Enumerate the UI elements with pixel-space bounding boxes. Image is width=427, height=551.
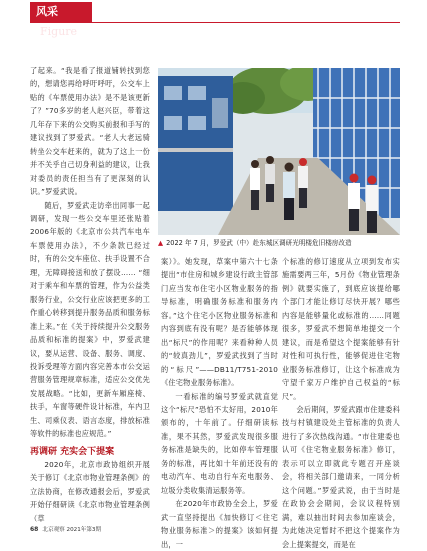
left-paragraph-1: 了起来。“我是看了报道铺转找到您的，想请您再给呼吁呼吁，公交车上贴的《车票使用办法》是不是该更新了？”70多岁的老人赵兴臣，带着这几年存下来的公交购买前报和手写的建议找到了罗爱武。“老人大老远骑转坐公交车赶来的，就为了这上一份并不关乎自己切身利益的建议，让我对委员的责任担当有了更深刻的认识。”罗爱武说。 [30, 66, 150, 197]
middle-paragraph-1: 案）》。她发现，草案中第六十七条提出“市住房和城乡建设行政主管部门应当发布住宅小区物业服务的指导标准，明确服务标准和服务内容。”这个住宅小区物业服务标准和内容到底有没有呢？是否能够体现出“标尺”的作用呢？来看种种人员的“较真劲儿”，罗爱武找到了当时的“标尺”——DB11/T751-2010《住宅物业服务标准》。 [161, 257, 278, 388]
photo-caption-text: 2022 年 7 月，罗爱武（中）赴东城区调研光明楼危旧楼房改造 [166, 239, 352, 247]
section-tag [30, 2, 92, 38]
page-footer [30, 525, 101, 533]
left-column-continued [30, 458, 150, 525]
article-photo [158, 68, 400, 235]
caption-marker-icon: ▲ [158, 239, 164, 247]
page-number: 68 [30, 526, 39, 533]
section-tag-en: Figure [40, 25, 78, 38]
page-header [0, 0, 427, 38]
right-paragraph-2: 会后期间，罗爱武跟市住建委科技与村镇建设处主管标准的负责人进行了多次热线沟通。“市住建委也认可《住宅物业服务标准》修订，表示可以立即就此专题召开座谈会，将相关部门邀请来，一同分析这个问题。”罗爱武说，由于当时是在政协会会期间，会议议程特别满，难以抽出时间去参加座谈会，为此她决定暂时不把这个提案作为会上提案提交，而是在 [282, 404, 400, 549]
photo-illustration [158, 68, 400, 235]
right-column [282, 255, 400, 551]
right-paragraph-1: 个标准的修订速度从立项到发布实施需要两三年，5月份《物业管理条例》就要实施了，到底应该提给哪个部门才能让修订尽快开展？哪些内容是能够量化或标准的……同题很多，罗爱武不想简单地提交一个建议，而是希望这个提案能够有针对性和可执行性，能够促进住宅物业服务标准修订，让这个标准成为守望千家万户维护自己权益的“标尺”。 [282, 257, 400, 401]
publication-name: 北京观察 2021年第3期 [42, 527, 102, 533]
left-paragraph-2: 随后，罗爱武走访牵出同事一起调研，发现一些公交车里还张贴着2006年版的《北京市公共汽车电车车票使用办法》，不少条款已经过时，有的公交车座位、扶手设置不合理，无障碍接送和放了摆设…… “细对于乘车和车票的管理，作为公益类服务行业，公交行业应该把更多的工作重心转移到提升服务品质和服务标准上来。”在《关于持续提升公交服务品质和标准的提案》中，罗爱武建议，要从运营、设备、服务、调度、投诉受理等方面内容完善本市公交运营服务管理规章标准，适应公交优先发展战略。“比如，更新车厢座椅、扶手，车窗等硬件设计标准，车内卫生、司乘仪表、语言态度，排放标准等软件的标准也应规范。” [30, 200, 150, 439]
middle-paragraph-2: 一看标准的编号罗爱武就直觉这个“标尺”恐怕不太好用，2010年颁布的，十年前了。仔细研读标准，果不其然，罗爱武发现很多服务标准是缺失的，比如停车管理服务的标准，再比如十年前还没有的电动汽车、电动自行车充电服务、垃圾分类收集清运服务等。 [161, 391, 278, 495]
header-rule [30, 22, 400, 23]
left-paragraph-3: 2020年，北京市政协组织开展关于修订《北京市物业管理条例》的立法协商，在修改通报会后，罗爱武开始仔细研读《北京市物业管理条例（草 [30, 460, 150, 523]
middle-column [161, 255, 278, 551]
photo-caption [158, 238, 400, 248]
section-heading: 再调研 充实会下提案 [30, 447, 115, 457]
middle-paragraph-3: 在2020年市政协全会上，罗爱武一直坚持提出《加快修订＜住宅物业服务标准＞的提案》该如何提出，一 [161, 499, 278, 549]
left-column [30, 64, 150, 441]
section-tag-label: 风采 [36, 5, 58, 18]
